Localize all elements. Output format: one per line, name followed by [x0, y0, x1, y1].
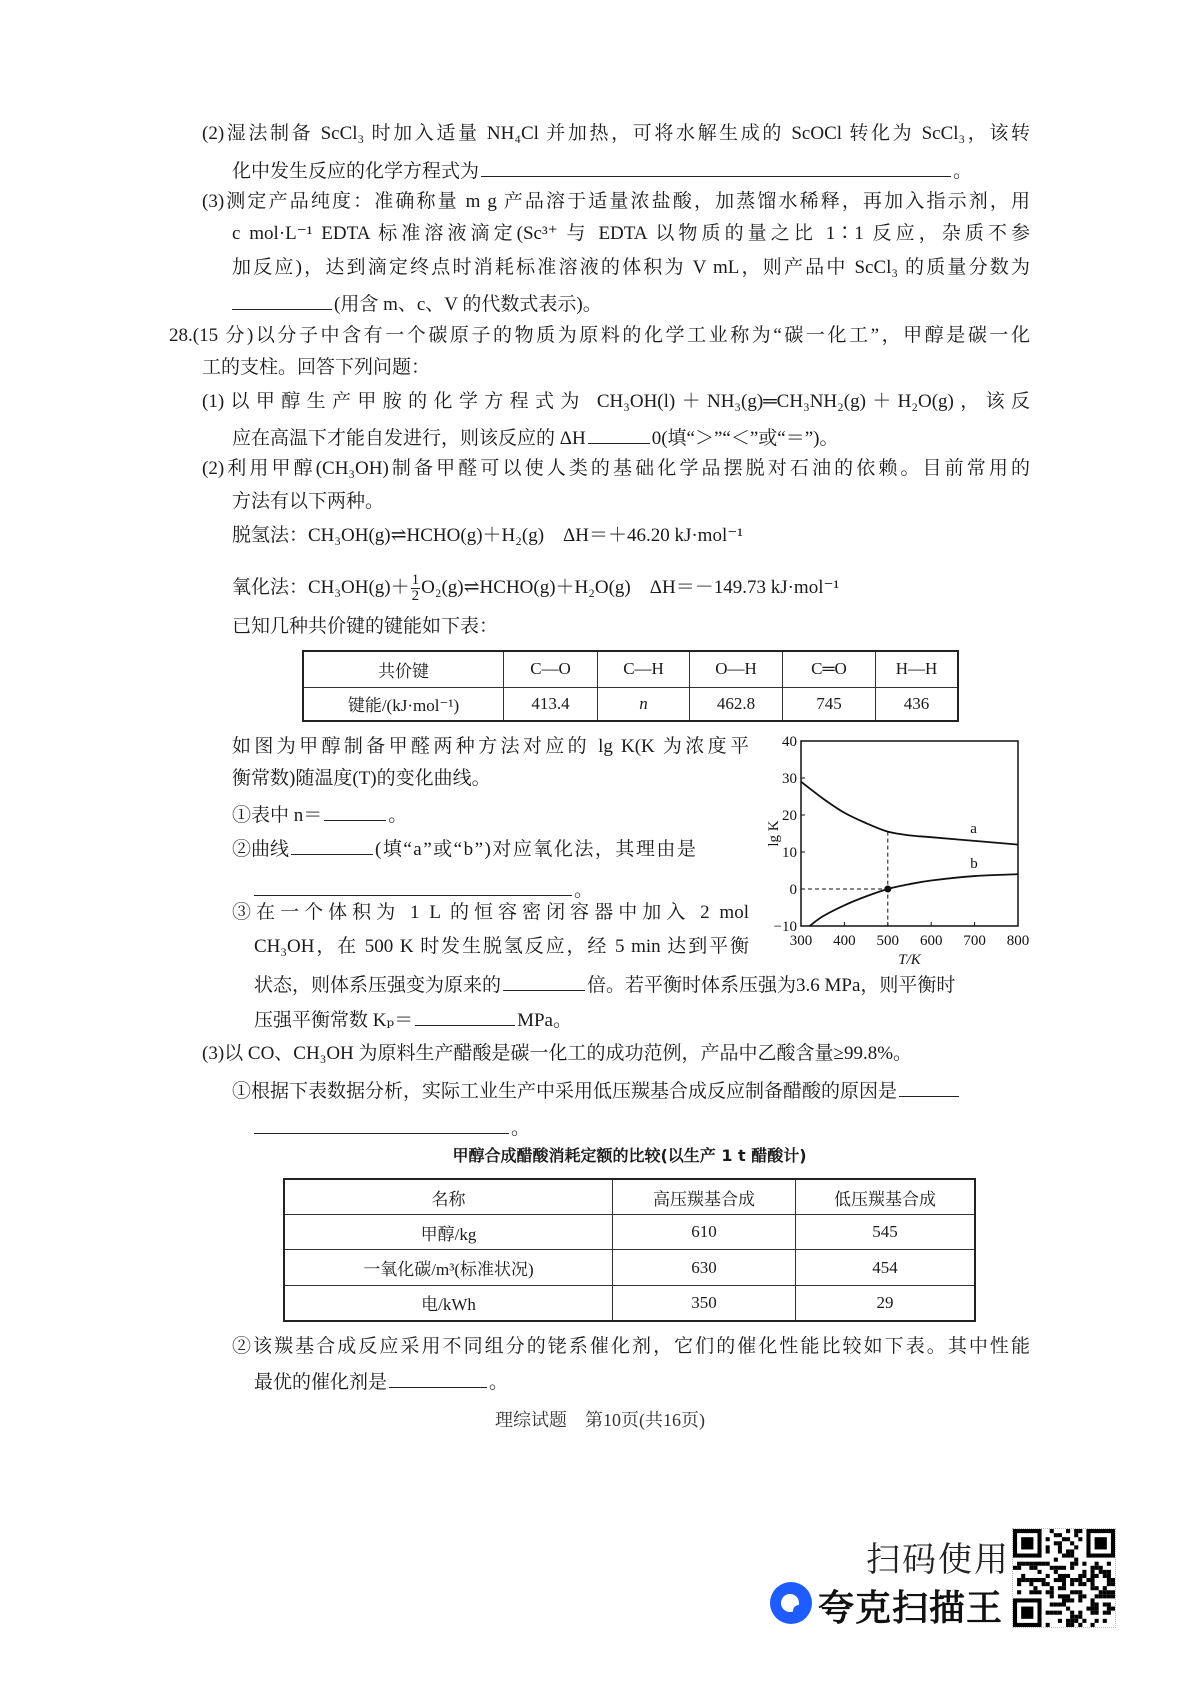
curve-label-a: a [970, 820, 977, 837]
answer-blank-mass-fraction[interactable] [232, 289, 332, 310]
table-row [284, 1285, 975, 1321]
q27-part2-line2 [232, 156, 972, 182]
table-header-row [284, 1179, 975, 1215]
x-tick-label: 500 [876, 933, 900, 949]
answer-blank-reason-low-pressure[interactable] [899, 1076, 959, 1097]
sub-question-3-line1: ③在一个体积为 1 L 的恒容密闭容器中加入 2 mol [232, 902, 749, 923]
page-footer [0, 1404, 1200, 1430]
q28-part2-line2: 方法有以下两种。 [232, 491, 385, 512]
curve-a [801, 782, 1018, 845]
table-cell: 一氧化碳/m³(标准状况) [284, 1250, 613, 1285]
table-cell: 462.8 [690, 687, 783, 721]
figure-description-line1: 如图为甲醇制备甲醛两种方法对应的 lg K(K 为浓度平 [232, 736, 749, 757]
dehydrogenation-equation: 脱氢法：CH₃OH(g)⇌HCHO(g)＋H₂(g) ΔH＝＋46.20 kJ·mol⁻¹ [232, 525, 743, 546]
page-footer-text: 理综试题 第10页(共16页) [495, 1410, 705, 1430]
y-tick-label: −10 [773, 919, 797, 935]
q28-part3-sub2-line1: ②该羰基合成反应采用不同组分的铑系催化剂，它们的催化性能比较如下表。其中性能 [232, 1336, 1030, 1357]
sub-question-1-prompt: ①表中 n＝ [232, 805, 323, 826]
table-cell: 413.4 [504, 687, 598, 721]
q28-part1-prompt: 应在高温下才能自发进行，则该反应的 ΔH [232, 428, 586, 449]
table-cell: C—H [598, 651, 690, 687]
period: 。 [489, 1372, 509, 1393]
answer-blank-reason-cont[interactable] [254, 1113, 509, 1134]
answer-blank-pressure-ratio[interactable] [503, 970, 585, 991]
scan-to-use-label: 扫码使用 [866, 1540, 1010, 1580]
y-tick-label: 40 [782, 734, 797, 750]
kp-prompt: 压强平衡常数 Kₚ＝ [254, 1010, 414, 1031]
answer-blank-equation[interactable] [481, 156, 951, 177]
q28-intro-line2: 工的支柱。回答下列问题： [202, 357, 431, 378]
q28-part2-line1: (2)利用甲醇(CH₃OH)制备甲醛可以使人类的基础化学品摆脱对石油的依赖。目前常用的 [202, 458, 1030, 479]
q28-part1-hint: 0(填“＞”“＜”或“＝”)。 [651, 428, 839, 449]
y-tick-label: 10 [782, 845, 797, 861]
answer-blank-delta-h[interactable] [588, 423, 650, 444]
oxidation-equation-left: 氧化法：CH₃OH(g)＋ [232, 577, 410, 598]
table-cell: 436 [876, 687, 959, 721]
table-cell: 键能/(kJ·mol⁻¹) [303, 687, 504, 721]
table-cell: 甲醇/kg [284, 1215, 613, 1250]
table-cell: 745 [783, 687, 876, 721]
q28-part1-line2 [232, 423, 838, 449]
cost-table-title: 甲醇合成醋酸消耗定额的比较(以生产 1 t 醋酸计) [452, 1146, 807, 1165]
x-axis-label: T/K [898, 952, 921, 968]
table-cell: C═O [783, 651, 876, 687]
q28-intro-line1: 28.(15 分)以分子中含有一个碳原子的物质为原料的化学工业称为“碳一化工”，甲醇是碳一化 [169, 325, 1030, 346]
curve-label-b: b [970, 856, 978, 873]
table-cell: C—O [504, 651, 598, 687]
q27-part3-line4 [232, 289, 602, 315]
bond-energy-table [302, 650, 959, 722]
oxidation-equation-right: O₂(g)⇌HCHO(g)＋H₂O(g) ΔH＝－149.73 kJ·mol⁻¹ [421, 577, 840, 598]
q27-part2-prompt: 化中发生反应的化学方程式为 [232, 161, 480, 182]
q27-part3-line1: (3)测定产品纯度：准确称量 m g 产品溶于适量浓盐酸，加蒸馏水稀释，再加入指示剂，用 [202, 191, 1030, 212]
answer-blank-curve[interactable] [291, 834, 373, 855]
period: 。 [511, 1118, 531, 1139]
sub-question-2 [232, 834, 697, 860]
q28-part3-sub1 [232, 1076, 961, 1102]
y-tick-label: 20 [782, 808, 797, 824]
period: 。 [388, 805, 408, 826]
table-cell: 454 [796, 1250, 976, 1285]
q27-part3-line3: 加反应)，达到滴定终点时消耗标准溶液的体积为 V mL，则产品中 ScCl₃ 的质量分数为 [232, 257, 1030, 278]
table-cell: 共价键 [303, 651, 504, 687]
answer-blank-best-catalyst[interactable] [389, 1367, 487, 1388]
table-cell: 电/kWh [284, 1285, 613, 1321]
lgk-temperature-chart [740, 725, 1060, 985]
curve-b [810, 874, 1018, 926]
figure-description-line2: 衡常数)随温度(T)的变化曲线。 [232, 768, 491, 789]
sub-question-1 [232, 800, 407, 826]
y-tick-label: 0 [789, 882, 797, 898]
q27-part2-line1: (2)湿法制备 ScCl₃ 时加入适量 NH₄Cl 并加热，可将水解生成的 ScOCl 转化为 ScCl₃，该转 [202, 123, 1030, 144]
table-cell: 29 [796, 1285, 976, 1321]
q28-part3-line1: (3)以 CO、CH₃OH 为原料生产醋酸是碳一化工的成功范例，产品中乙酸含量≥99.8%。 [202, 1043, 913, 1064]
table-cell: 高压羰基合成 [613, 1179, 796, 1215]
table-cell: 610 [613, 1215, 796, 1250]
table-cell: 低压羰基合成 [796, 1179, 976, 1215]
fraction-denominator: 2 [411, 588, 420, 605]
fraction-numerator: 1 [411, 572, 420, 589]
q28-part3-sub2-prompt: 最优的催化剂是 [254, 1372, 388, 1393]
x-tick-label: 700 [963, 933, 986, 949]
bond-table-intro: 已知几种共价键的键能如下表： [232, 616, 499, 637]
oxidation-equation [232, 568, 839, 608]
answer-blank-n[interactable] [324, 800, 386, 821]
table-cell: H—H [876, 651, 959, 687]
table-cell: 350 [613, 1285, 796, 1321]
table-row [284, 1250, 975, 1285]
y-axis-label: lg K [766, 820, 782, 847]
x-tick-label: 800 [1006, 933, 1030, 949]
q28-part3-sub2-line2 [254, 1367, 508, 1393]
qr-code-icon[interactable] [1012, 1528, 1116, 1628]
sub-question-3-prompt: 状态，则体系压强变为原来的 [254, 975, 502, 996]
q28-part1-line1: (1)以甲醇生产甲胺的化学方程式为 CH₃OH(l)＋NH₃(g)═CH₃NH₂(g)＋H₂O(g)，该反 [202, 391, 1030, 412]
table-cell: 名称 [284, 1179, 613, 1215]
sub-question-2-hint: (填“a”或“b”)对应氧化法，其理由是 [375, 839, 698, 860]
table-row [303, 687, 958, 721]
answer-blank-kp[interactable] [415, 1005, 515, 1026]
x-tick-label: 600 [919, 933, 943, 949]
table-cell: 630 [613, 1250, 796, 1285]
table-row [284, 1215, 975, 1250]
period: 。 [574, 880, 594, 901]
x-tick-label: 400 [833, 933, 856, 949]
sub-question-2-prompt: ②曲线 [232, 839, 290, 860]
q27-part3-line2: c mol·L⁻¹ EDTA 标准溶液滴定(Sc³⁺ 与 EDTA 以物质的量之比 1∶1 反应，杂质不参 [232, 223, 1030, 244]
period: 。 [953, 161, 973, 182]
table-cell: O—H [690, 651, 783, 687]
app-name-label: 夸克扫描王 [818, 1588, 1004, 1629]
q28-part3-sub1-prompt: ①根据下表数据分析，实际工业生产中采用低压羰基合成反应制备醋酸的原因是 [232, 1081, 898, 1102]
kp-unit: MPa。 [517, 1010, 572, 1031]
sub-question-2-reason [254, 875, 593, 901]
cost-comparison-table [283, 1178, 976, 1322]
quark-logo-icon [768, 1580, 814, 1626]
table-header-row [303, 651, 958, 687]
q28-part3-sub1-cont [254, 1113, 530, 1139]
sub-question-3-text: 倍。若平衡时体系压强为3.6 MPa，则平衡时 [587, 975, 956, 996]
marker-point [884, 886, 891, 893]
y-tick-label: 30 [782, 771, 797, 787]
sub-question-3-line2: CH₃OH，在 500 K 时发生脱氢反应，经 5 min 达到平衡 [254, 936, 749, 957]
table-cell: 545 [796, 1215, 976, 1250]
fraction-one-half [411, 573, 421, 604]
sub-question-3-line4 [254, 1005, 572, 1031]
plot-frame [801, 741, 1018, 926]
q27-part3-hint: (用含 m、c、V 的代数式表示)。 [334, 294, 602, 315]
answer-blank-reason[interactable] [254, 875, 572, 896]
table-cell: n [598, 687, 690, 721]
x-tick-label: 300 [789, 933, 813, 949]
